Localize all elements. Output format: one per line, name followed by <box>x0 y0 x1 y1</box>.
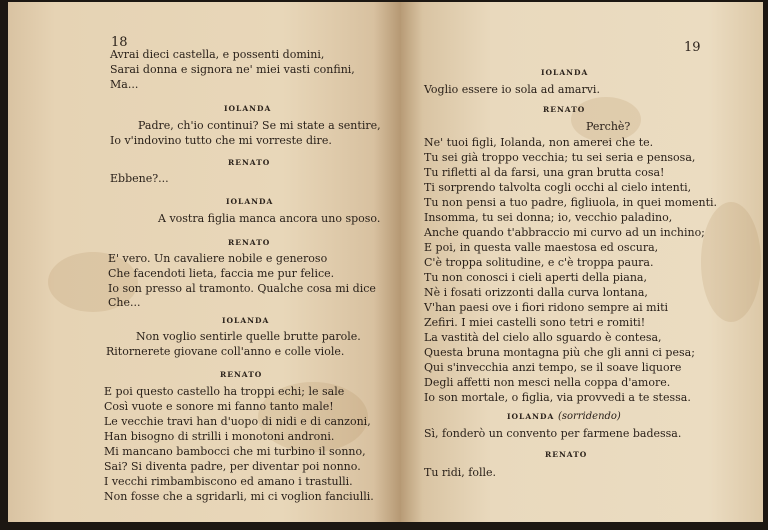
verse-line: Non voglio sentirle quelle brutte parole. <box>136 330 361 343</box>
open-book <box>8 2 763 526</box>
speaker-heading: IOLANDA <box>224 104 272 113</box>
verse-line: Sarai donna e signora ne' miei vasti confini, <box>110 63 355 76</box>
paper-stain <box>701 202 761 322</box>
verse-line: Che facendoti lieta, faccia me pur felice. <box>108 267 335 280</box>
verse-line: Avrai dieci castella, e possenti domini, <box>110 48 325 61</box>
verse-line: Ne' tuoi figli, Iolanda, non amerei che te. <box>424 136 654 149</box>
verse-line: V'han paesi ove i fiori ridono sempre ai miti <box>424 301 669 314</box>
verse-line: Ritornerete giovane coll'anno e colle viole. <box>106 345 345 358</box>
verse-line: Perchè? <box>586 120 631 133</box>
verse-line: Zefiri. I miei castelli sono tetri e romiti! <box>424 316 646 329</box>
verse-line: E poi questo castello ha troppi echi; le sale <box>104 385 345 398</box>
page-number: 18 <box>111 35 128 50</box>
verse-line: Sai? Si diventa padre, per diventar poi nonno. <box>104 460 361 473</box>
verse-line: Ti sorprendo talvolta cogli occhi al cielo intenti, <box>424 181 692 194</box>
verse-line: Ma... <box>110 78 139 91</box>
verse-line: Anche quando t'abbraccio mi curvo ad un inchino; <box>424 226 705 239</box>
speaker-name: IOLANDA <box>507 412 555 421</box>
verse-line: Non fosse che a sgridarli, mi ci voglion fanciulli. <box>104 490 374 503</box>
verse-line: Sì, fonderò un convento per farmene badessa. <box>424 427 682 440</box>
verse-line: Tu ridi, folle. <box>424 466 496 479</box>
verse-line: Io son mortale, o figlia, via provvedi a te stessa. <box>424 391 691 404</box>
verse-line: Io v'indovino tutto che mi vorreste dire. <box>110 134 332 147</box>
verse-line: Le vecchie travi han d'uopo di nidi e di canzoni, <box>104 415 371 428</box>
verse-line: Qui s'invecchia anzi tempo, se il soave liquore <box>424 361 682 374</box>
speaker-heading <box>507 411 621 422</box>
verse-line: Tu rifletti al da farsi, una gran brutta cosa! <box>424 166 665 179</box>
verse-line: Voglio essere io sola ad amarvi. <box>424 83 600 96</box>
verse-line: Ebbene?... <box>110 172 169 185</box>
verse-line: E poi, in questa valle maestosa ed oscura, <box>424 241 659 254</box>
verse-line: Questa bruna montagna più che gli anni ci pesa; <box>424 346 695 359</box>
verse-line: Che... <box>108 296 141 309</box>
verse-line: La vastità del cielo allo sguardo è contesa, <box>424 331 662 344</box>
speaker-heading: IOLANDA <box>541 68 589 77</box>
verse-line: Io son presso al tramonto. Qualche cosa mi dice <box>108 282 376 295</box>
verse-line: E' vero. Un cavaliere nobile e generoso <box>108 252 328 265</box>
verse-line: Tu non pensi a tuo padre, figliuola, in quei momenti. <box>424 196 718 209</box>
verse-line: Padre, ch'io continui? Se mi state a sentire, <box>138 119 381 132</box>
speaker-heading: RENATO <box>228 238 271 247</box>
speaker-heading: IOLANDA <box>222 316 270 325</box>
speaker-heading: RENATO <box>543 105 586 114</box>
verse-line: Mi mancano bambocci che mi turbino il sonno, <box>104 445 366 458</box>
verse-line: Così vuote e sonore mi fanno tanto male! <box>104 400 334 413</box>
speaker-heading: RENATO <box>545 450 588 459</box>
verse-line: A vostra figlia manca ancora uno sposo. <box>158 212 381 225</box>
right-page <box>401 2 763 522</box>
speaker-heading: RENATO <box>228 158 271 167</box>
page-number: 19 <box>684 40 701 55</box>
verse-line: Han bisogno di strilli i monotoni androni. <box>104 430 335 443</box>
verse-line: Tu sei già troppo vecchia; tu sei seria e pensosa, <box>424 151 696 164</box>
stage-direction: (sorridendo) <box>557 411 621 422</box>
speaker-heading: IOLANDA <box>226 197 274 206</box>
verse-line: Nè i fosati orizzonti dalla curva lontana, <box>424 286 648 299</box>
verse-line: Insomma, tu sei donna; io, vecchio paladino, <box>424 211 673 224</box>
verse-line: I vecchi rimbambiscono ed amano i trastulli. <box>104 475 353 488</box>
verse-line: Degli affetti non mesci nella coppa d'amore. <box>424 376 671 389</box>
verse-line: Tu non conosci i cieli aperti della piana, <box>424 271 647 284</box>
left-page <box>8 2 401 522</box>
speaker-heading: RENATO <box>220 370 263 379</box>
verse-line: C'è troppa solitudine, e c'è troppa paura. <box>424 256 654 269</box>
